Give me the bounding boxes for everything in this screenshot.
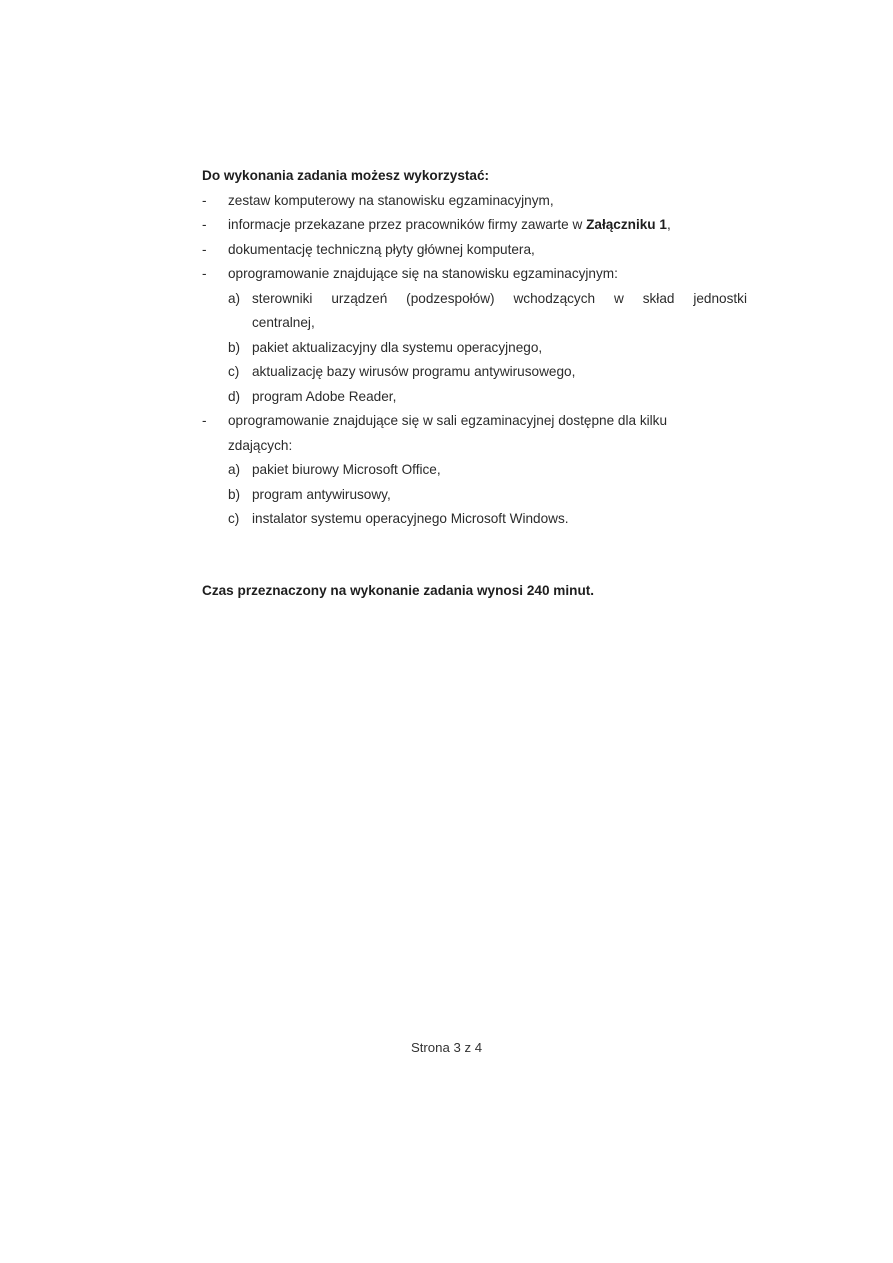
resource-text-suffix: , xyxy=(666,217,671,232)
dash-marker: - xyxy=(202,413,207,428)
dash-marker: - xyxy=(202,192,207,208)
sub-item-marker: a) xyxy=(228,462,241,477)
sub-item-text: program antywirusowy, xyxy=(252,486,391,502)
sub-item-marker: a) xyxy=(228,290,241,306)
attachment-reference: Załączniku 1 xyxy=(586,217,667,232)
resource-text-line1: oprogramowanie znajdujące się w sali egzaminacyjnej dostępne dla kilku xyxy=(228,413,668,428)
sub-item-marker: d) xyxy=(228,388,241,404)
sub-item-marker: b) xyxy=(228,339,241,355)
sub-item xyxy=(202,336,747,361)
resource-text-line2: zdających: xyxy=(228,437,293,453)
sub-item-marker: c) xyxy=(228,511,240,526)
sub-item xyxy=(202,507,747,532)
dash-marker: - xyxy=(202,266,207,281)
resource-text: dokumentację techniczną płyty głównej komputera, xyxy=(228,241,535,257)
sub-item xyxy=(202,385,747,410)
sub-item-text: instalator systemu operacyjnego Microsoft Windows. xyxy=(252,511,569,526)
sub-item-text: pakiet biurowy Microsoft Office, xyxy=(252,462,441,477)
sub-item xyxy=(202,483,747,508)
sub-item-text: pakiet aktualizacyjny dla systemu operacyjnego, xyxy=(252,339,543,355)
sub-item xyxy=(202,360,747,385)
sub-item-text-line1: sterowniki urządzeń (podzespołów) wchodzących w skład jednostki xyxy=(252,290,747,306)
resource-text: zestaw komputerowy na stanowisku egzaminacyjnym, xyxy=(228,192,554,208)
sub-item xyxy=(202,458,747,483)
station-software-list xyxy=(202,287,747,410)
resource-item xyxy=(202,213,747,238)
resource-item xyxy=(202,409,747,458)
sub-item-marker: b) xyxy=(228,486,241,502)
resource-text: oprogramowanie znajdujące się na stanowisku egzaminacyjnym: xyxy=(228,266,618,281)
resources-heading: Do wykonania zadania możesz wykorzystać: xyxy=(202,168,490,183)
sub-item-text-line2: centralnej, xyxy=(252,315,315,330)
resources-section xyxy=(202,164,747,532)
resource-text: informacje przekazane przez pracowników firmy zawarte w xyxy=(228,217,587,232)
resource-item xyxy=(202,238,747,263)
sub-item-marker: c) xyxy=(228,364,240,379)
sub-item-text: aktualizację bazy wirusów programu antywirusowego, xyxy=(252,364,576,379)
page-number: Strona 3 z 4 xyxy=(410,1040,483,1055)
resource-item xyxy=(202,262,747,287)
dash-marker: - xyxy=(202,217,207,232)
resource-item xyxy=(202,189,747,214)
exam-room-software-list xyxy=(202,458,747,532)
time-limit-note: Czas przeznaczony na wykonanie zadania wynosi 240 minut. xyxy=(202,583,595,598)
sub-item xyxy=(202,287,747,336)
dash-marker: - xyxy=(202,241,207,257)
sub-item-text: program Adobe Reader, xyxy=(252,388,397,404)
